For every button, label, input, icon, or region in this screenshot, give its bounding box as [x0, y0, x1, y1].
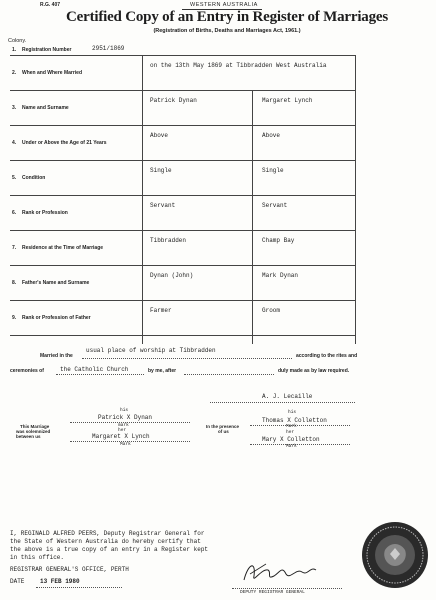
row-rule — [10, 230, 355, 231]
table-top-rule — [10, 55, 355, 56]
document-subtitle: (Registration of Births, Deaths and Marriages Act, 1961.) — [153, 28, 301, 34]
row-value-groom: on the 13th May 1869 at Tibbradden West Australia — [150, 62, 327, 69]
date-stamp: 13 FEB 1980 — [40, 578, 80, 585]
table-column-rule — [252, 90, 253, 344]
row-label: Rank or Profession of Father — [22, 314, 91, 321]
row-value-bride: Single — [262, 167, 284, 174]
certificate-line-3: the above is a true copy of an entry in a Register kept — [10, 546, 209, 553]
marriage-label-3: between us — [16, 434, 41, 439]
row-index: 7. — [12, 244, 17, 251]
witness2-mark: Mark — [286, 444, 297, 449]
presence-label-1: In the presence — [206, 424, 240, 429]
row-value-groom: Dynan (John) — [150, 272, 194, 279]
row-value-bride: Margaret Lynch — [262, 97, 313, 104]
row-label: Father's Name and Surname — [22, 279, 90, 286]
according-label: according to the rites and — [296, 353, 358, 359]
groom-signature: Patrick X Dynan — [98, 414, 153, 421]
certificate-line-2: the State of Western Australia do hereby certify that — [10, 538, 201, 545]
registration-number-value: 2951/1869 — [92, 45, 125, 52]
ceremonies-value: the Catholic Church — [60, 366, 129, 373]
registration-number-index: 1. — [12, 47, 17, 53]
by-me-label: by me, after — [148, 368, 177, 374]
witness1-rule — [250, 425, 350, 426]
table-column-rule — [142, 55, 143, 344]
row-label: Name and Surname — [22, 104, 69, 111]
presence-label-2: of us — [218, 429, 229, 434]
duly-label: duly made as by law required. — [278, 368, 350, 374]
row-rule — [10, 90, 355, 91]
officiant-rule — [210, 402, 355, 403]
row-label: Rank or Profession — [22, 209, 68, 216]
row-index: 4. — [12, 139, 17, 146]
bride-mark: Mark — [120, 442, 131, 447]
date-label: DATE — [10, 578, 25, 585]
married-in-label: Married in the — [40, 353, 73, 359]
row-index: 9. — [12, 314, 17, 321]
row-rule — [10, 195, 355, 196]
row-rule — [10, 160, 355, 161]
bride-her: her — [118, 428, 127, 433]
row-label: Condition — [22, 174, 46, 181]
signature-role: DEPUTY REGISTRAR GENERAL — [240, 590, 305, 595]
marriage-label-1: This Marriage — [20, 424, 50, 429]
certificate-line-4: in this office. — [10, 554, 65, 561]
colony-label: Colony. — [8, 38, 27, 44]
registration-number-label: Registration Number — [22, 47, 72, 53]
witness1-his: his — [288, 410, 297, 415]
row-index: 5. — [12, 174, 17, 181]
witness2-rule — [250, 444, 350, 445]
row-value-bride: Champ Bay — [262, 237, 295, 244]
row-value-groom: Above — [150, 132, 169, 139]
document-title: Certified Copy of an Entry in Register of Marriages — [66, 9, 388, 25]
row-index: 8. — [12, 279, 17, 286]
ceremonies-rule — [56, 374, 144, 375]
ceremonies-label: ceremonies of — [10, 368, 44, 374]
row-index: 6. — [12, 209, 17, 216]
row-value-groom: Single — [150, 167, 172, 174]
row-index: 2. — [12, 69, 17, 76]
officiant-name: A. J. Lecaille — [262, 393, 313, 400]
groom-rule — [70, 422, 190, 423]
registrar-office: REGISTRAR GENERAL'S OFFICE, PERTH — [10, 566, 129, 573]
state-heading: WESTERN AUSTRALIA — [190, 2, 258, 8]
groom-his: his — [120, 408, 129, 413]
row-value-groom: Tibbradden — [150, 237, 187, 244]
row-value-bride: Mark Dynan — [262, 272, 299, 279]
row-value-groom: Patrick Dynan — [150, 97, 197, 104]
row-rule — [10, 265, 355, 266]
registrar-signature — [236, 556, 336, 588]
form-number: R.G. 407 — [40, 2, 61, 8]
row-rule — [10, 335, 355, 336]
date-rule — [36, 587, 122, 588]
witness1-signature: Thomas X Colletton — [262, 417, 327, 424]
row-rule — [10, 125, 355, 126]
row-label: Residence at the Time of Marriage — [22, 244, 104, 251]
witness2-her: her — [286, 430, 295, 435]
row-value-bride: Servant — [262, 202, 288, 209]
row-rule — [10, 300, 355, 301]
groom-mark: mark — [118, 423, 129, 428]
row-value-groom: Servant — [150, 202, 176, 209]
table-right-rule — [355, 55, 356, 344]
witness2-signature: Mary X Colletton — [262, 436, 320, 443]
row-value-groom: Farmer — [150, 307, 172, 314]
married-in-rule — [82, 358, 292, 359]
official-seal-icon — [360, 520, 430, 590]
row-label: When and Where Married — [22, 69, 83, 76]
marriage-label-2: was solemnized — [16, 429, 51, 434]
by-me-rule — [184, 374, 274, 375]
row-index: 3. — [12, 104, 17, 111]
row-label: Under or Above the Age of 21 Years — [22, 139, 107, 146]
witness1-mark: Mark — [286, 424, 297, 429]
certificate-line-1: I, REGINALD ALFRED PEERS, Deputy Registrar General for — [10, 530, 205, 537]
row-value-bride: Groom — [262, 307, 281, 314]
row-value-bride: Above — [262, 132, 281, 139]
bride-signature: Margaret X Lynch — [92, 433, 150, 440]
married-in-value: usual place of worship at Tibbradden — [86, 347, 216, 354]
signature-rule — [232, 588, 342, 589]
